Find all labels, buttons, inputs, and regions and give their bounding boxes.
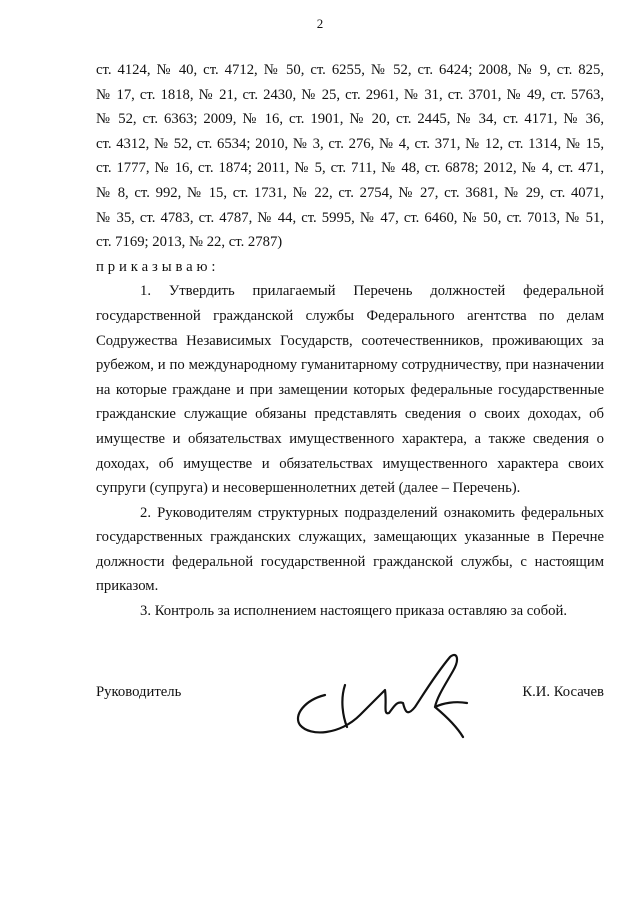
order-item-2: 2. Руководителям структурных подразделений ознакомить федеральных государственных гражданских служащих, замещающих указанные в Перечне должности федеральной государственной гражданской службы, с настоящим приказом. (96, 504, 604, 595)
reference-line: ст. 4312, № 52, ст. 6534; 2010, № 3, ст. 276, № 4, ст. 371, № 12, ст. 1314, № 15, (96, 135, 604, 152)
order-item-1: 1. Утвердить прилагаемый Перечень должностей федеральной государственной гражданской службы Федерального агентства по делам Содружества Независимых Государств, соотечественников, проживающих за рубежом, и по международному гуманитарному сотрудничеству, при назначении на которые граждане и при замещении которых федеральные государственные гражданские служащие обязаны представлять сведения о своих доходах, об имуществе и обязательствах имущественного характера, а также сведения о доходах, об имуществе и обязательствах имущественного характера своих супруги (супруга) и несовершеннолетних детей (далее – Перечень). (96, 283, 604, 497)
reference-line: ст. 7169; 2013, № 22, ст. 2787) (96, 234, 283, 251)
page-number: 2 (316, 16, 324, 31)
legal-references (96, 58, 604, 255)
reference-line: ст. 1777, № 16, ст. 1874; 2011, № 5, ст. 711, № 48, ст. 6878; 2012, № 4, ст. 471, (96, 160, 604, 177)
signature-block (96, 684, 604, 710)
order-word: приказываю: (96, 258, 220, 275)
document-body (96, 58, 604, 624)
order-item-3: 3. Контроль за исполнением настоящего приказа оставляю за собой. (140, 603, 567, 620)
reference-line: № 8, ст. 992, № 15, ст. 1731, № 22, ст. 2754, № 27, ст. 3681, № 29, ст. 4071, (96, 184, 604, 201)
reference-line: ст. 4124, № 40, ст. 4712, № 50, ст. 6255, № 52, ст. 6424; 2008, № 9, ст. 825, (96, 62, 604, 78)
reference-line: № 35, ст. 4783, ст. 4787, № 44, ст. 5995, № 47, ст. 6460, № 50, ст. 7013, № 51, (96, 209, 604, 226)
reference-line: № 17, ст. 1818, № 21, ст. 2430, № 25, ст. 2961, № 31, ст. 3701, № 49, ст. 5763, (96, 86, 604, 103)
signatory-title: Руководитель (96, 684, 182, 700)
reference-line: № 52, ст. 6363; 2009, № 16, ст. 1901, № 20, ст. 2445, № 34, ст. 4171, № 36, (96, 111, 604, 128)
signatory-name: К.И. Косачев (522, 684, 604, 700)
